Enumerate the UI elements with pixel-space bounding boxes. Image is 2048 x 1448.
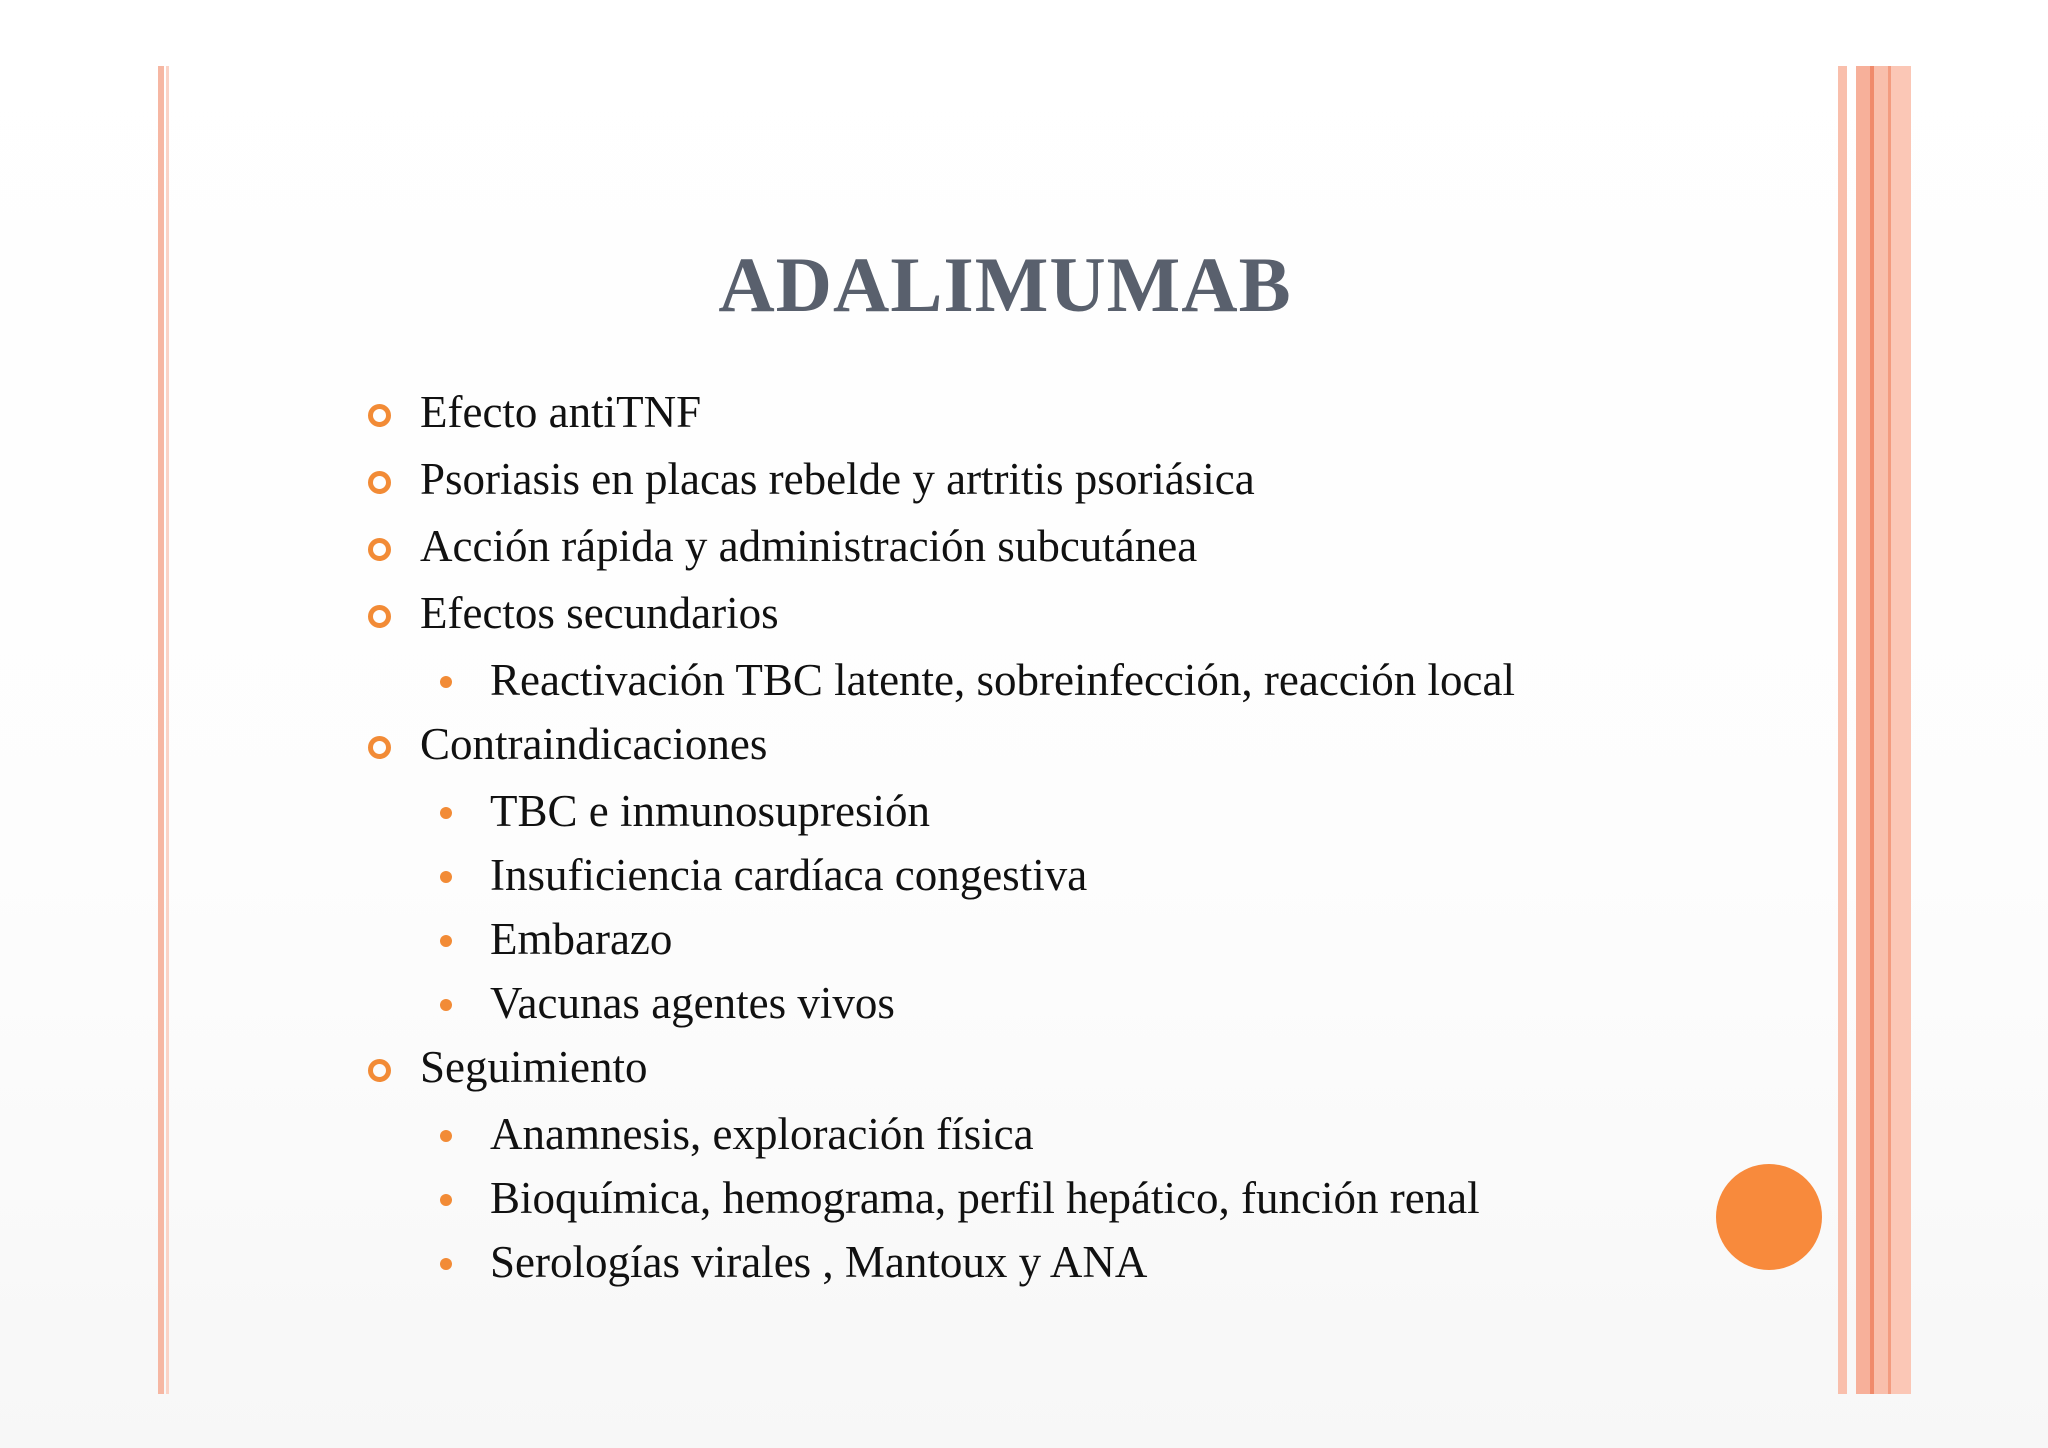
list-subitem — [360, 843, 1820, 907]
list-item — [360, 1035, 1820, 1102]
dot-bullet-icon — [440, 1130, 452, 1142]
list-item-text: Bioquímica, hemograma, perfil hepático, función renal — [490, 1173, 1480, 1223]
list-subitem — [360, 779, 1820, 843]
list-subitem — [360, 1102, 1820, 1166]
list-item — [360, 447, 1820, 514]
list-item-text: Efectos secundarios — [420, 588, 779, 638]
list-item-text: Embarazo — [490, 914, 673, 964]
dot-bullet-icon — [440, 1258, 452, 1270]
list-item-text: Contraindicaciones — [420, 719, 768, 769]
ring-bullet-icon — [368, 471, 391, 494]
list-item-text: Insuficiencia cardíaca congestiva — [490, 850, 1088, 900]
list-subitem — [360, 971, 1820, 1035]
dot-bullet-icon — [440, 1194, 452, 1206]
dot-bullet-icon — [440, 935, 452, 947]
list-item-text: Anamnesis, exploración física — [490, 1109, 1034, 1159]
list-subitem — [360, 648, 1820, 712]
list-item-text: Acción rápida y administración subcutánea — [420, 521, 1198, 571]
ring-bullet-icon — [368, 538, 391, 561]
list-subitem — [360, 1230, 1820, 1294]
list-item-text: Psoriasis en placas rebelde y artritis psoriásica — [420, 454, 1255, 504]
dot-bullet-icon — [440, 999, 452, 1011]
list-item — [360, 581, 1820, 648]
list-item — [360, 380, 1820, 447]
list-item — [360, 712, 1820, 779]
ring-bullet-icon — [368, 1059, 391, 1082]
dot-bullet-icon — [440, 871, 452, 883]
ring-bullet-icon — [368, 736, 391, 759]
list-subitem — [360, 907, 1820, 971]
list-item-text: Seguimiento — [420, 1042, 648, 1092]
ring-bullet-icon — [368, 605, 391, 628]
list-item-text: Serologías virales , Mantoux y ANA — [490, 1237, 1148, 1287]
list-item-text: Reactivación TBC latente, sobreinfección, reacción local — [490, 655, 1515, 705]
list-item-text: Vacunas agentes vivos — [490, 978, 895, 1028]
list-subitem — [360, 1166, 1820, 1230]
ring-bullet-icon — [368, 404, 391, 427]
list-item — [360, 514, 1820, 581]
dot-bullet-icon — [440, 807, 452, 819]
list-item-text: TBC e inmunosupresión — [490, 786, 930, 836]
dot-bullet-icon — [440, 676, 452, 688]
slide-title: ADALIMUMAB — [718, 241, 1292, 328]
bullet-list — [360, 380, 1820, 1294]
list-item-text: Efecto antiTNF — [420, 387, 702, 437]
